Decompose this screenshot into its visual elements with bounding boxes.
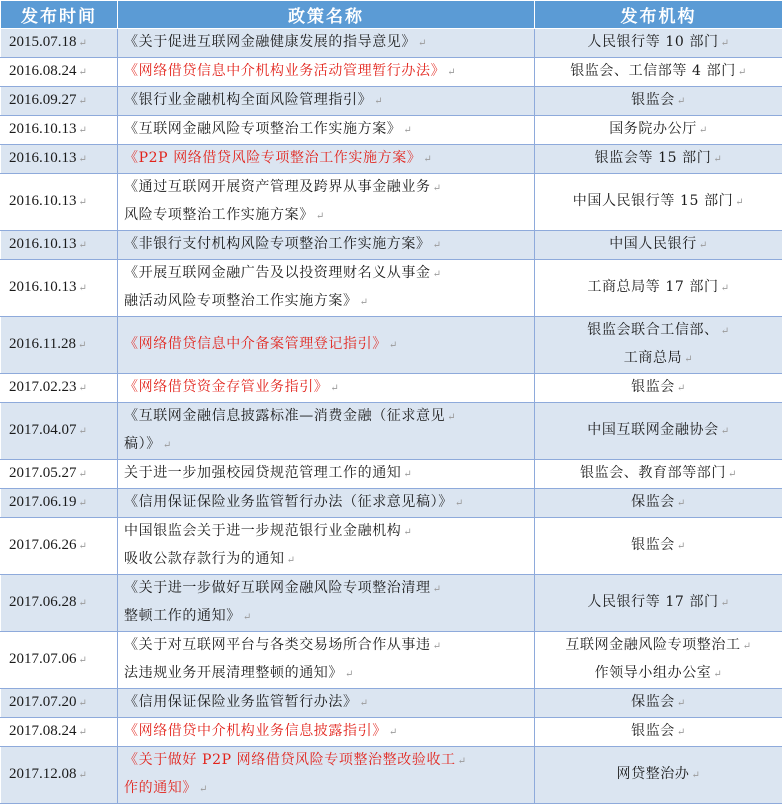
policy-name-line: 《关于做好 P2P 网络借贷风险专项整治整改验收工 ↵: [124, 747, 528, 775]
paragraph-mark-icon: ↵: [684, 354, 693, 365]
paragraph-mark-icon: ↵: [677, 541, 686, 552]
issuer-line: 银监会等 15 部门 ↵: [541, 145, 776, 173]
paragraph-mark-icon: ↵: [447, 412, 456, 423]
cell-date: 2016.09.27 ↵: [1, 87, 118, 116]
issuer-line: 国务院办公厅 ↵: [541, 116, 776, 144]
policy-name-line: 《开展互联网金融广告及以投资理财名义从事金 ↵: [124, 260, 528, 288]
cell-issuer: [535, 317, 782, 374]
cell-policy-name: [118, 575, 535, 632]
cell-issuer: [535, 489, 782, 518]
cell-policy-name: [118, 29, 535, 58]
policy-name-line: 《银行业金融机构全面风险管理指引》 ↵: [124, 87, 528, 115]
issuer-line: 工商总局 ↵: [541, 345, 776, 373]
table-row: [1, 575, 782, 632]
paragraph-mark-icon: ↵: [721, 283, 730, 294]
paragraph-mark-icon: ↵: [677, 698, 686, 709]
cell-date: 2017.06.26 ↵: [1, 518, 118, 575]
paragraph-mark-icon: ↵: [79, 698, 87, 709]
policy-name-line: 《网络借贷信息中介备案管理登记指引》 ↵: [124, 331, 528, 359]
policy-name-line: 《网络借贷信息中介机构业务活动管理暂行办法》 ↵: [124, 58, 528, 86]
cell-policy-name: [118, 632, 535, 689]
policy-name-line: 《非银行支付机构风险专项整治工作实施方案》 ↵: [124, 231, 528, 259]
table-row: [1, 87, 782, 116]
paragraph-mark-icon: ↵: [728, 469, 737, 480]
paragraph-mark-icon: ↵: [287, 555, 296, 566]
paragraph-mark-icon: ↵: [330, 383, 339, 394]
policy-name-line: 《网络借贷资金存管业务指引》 ↵: [124, 374, 528, 402]
table-row: [1, 116, 782, 145]
paragraph-mark-icon: ↵: [423, 154, 432, 165]
cell-policy-name: [118, 317, 535, 374]
issuer-line: 工商总局等 17 部门 ↵: [541, 274, 776, 302]
paragraph-mark-icon: ↵: [79, 770, 87, 781]
table-row: [1, 489, 782, 518]
issuer-line: 银监会 ↵: [541, 718, 776, 746]
paragraph-mark-icon: ↵: [79, 727, 87, 738]
issuer-line: 银监会、教育部等部门 ↵: [541, 460, 776, 488]
policy-name-line: 作的通知》 ↵: [124, 775, 528, 803]
issuer-line: 保监会 ↵: [541, 489, 776, 517]
paragraph-mark-icon: ↵: [79, 383, 87, 394]
table-row: [1, 747, 782, 804]
cell-date: 2017.06.28 ↵: [1, 575, 118, 632]
policy-name-line: 《互联网金融信息披露标准—消费金融（征求意见 ↵: [124, 403, 528, 431]
header-row: [1, 1, 782, 29]
policy-name-line: 《关于促进互联网金融健康发展的指导意见》 ↵: [124, 29, 528, 57]
paragraph-mark-icon: ↵: [433, 240, 442, 251]
policy-name-line: 《信用保证保险业务监管暂行办法》 ↵: [124, 689, 528, 717]
policy-name-line: 关于进一步加强校园贷规范管理工作的通知 ↵: [124, 460, 528, 488]
paragraph-mark-icon: ↵: [721, 38, 730, 49]
issuer-line: 银监会 ↵: [541, 374, 776, 402]
table-row: [1, 718, 782, 747]
cell-policy-name: [118, 689, 535, 718]
paragraph-mark-icon: ↵: [433, 269, 442, 280]
cell-policy-name: [118, 58, 535, 87]
paragraph-mark-icon: ↵: [418, 38, 427, 49]
cell-issuer: [535, 87, 782, 116]
cell-issuer: [535, 718, 782, 747]
cell-issuer: [535, 116, 782, 145]
table-row: [1, 260, 782, 317]
issuer-line: 网贷整治办 ↵: [541, 761, 776, 789]
cell-issuer: [535, 460, 782, 489]
policy-name-line: 《互联网金融风险专项整治工作实施方案》 ↵: [124, 116, 528, 144]
paragraph-mark-icon: ↵: [360, 698, 369, 709]
table-row: [1, 689, 782, 718]
issuer-line: 银监会 ↵: [541, 87, 776, 115]
issuer-line: 作领导小组办公室 ↵: [541, 660, 776, 688]
table-row: [1, 145, 782, 174]
issuer-line: 中国人民银行 ↵: [541, 231, 776, 259]
paragraph-mark-icon: ↵: [433, 641, 442, 652]
table-row: [1, 317, 782, 374]
cell-policy-name: [118, 145, 535, 174]
issuer-line: 保监会 ↵: [541, 689, 776, 717]
paragraph-mark-icon: ↵: [738, 67, 747, 78]
cell-date: 2017.07.20 ↵: [1, 689, 118, 718]
paragraph-mark-icon: ↵: [699, 125, 708, 136]
table-row: [1, 403, 782, 460]
policy-name-line: 吸收公款存款行为的通知 ↵: [124, 546, 528, 574]
issuer-line: 中国人民银行等 15 部门 ↵: [541, 188, 776, 216]
table-row: [1, 174, 782, 231]
issuer-line: 人民银行等 10 部门 ↵: [541, 29, 776, 57]
cell-policy-name: [118, 116, 535, 145]
paragraph-mark-icon: ↵: [79, 38, 87, 49]
paragraph-mark-icon: ↵: [692, 770, 701, 781]
cell-policy-name: [118, 403, 535, 460]
cell-issuer: [535, 29, 782, 58]
table-body: [1, 29, 782, 804]
cell-issuer: [535, 403, 782, 460]
paragraph-mark-icon: ↵: [79, 125, 87, 136]
header-policy-name: 政策名称: [118, 1, 535, 29]
table-row: [1, 632, 782, 689]
paragraph-mark-icon: ↵: [458, 756, 467, 767]
table-row: [1, 29, 782, 58]
issuer-line: 银监会、工信部等 4 部门 ↵: [541, 58, 776, 86]
issuer-line: 中国互联网金融协会 ↵: [541, 417, 776, 445]
cell-date: 2016.11.28 ↵: [1, 317, 118, 374]
cell-date: 2017.02.23 ↵: [1, 374, 118, 403]
table-row: [1, 231, 782, 260]
cell-date: 2016.10.13 ↵: [1, 260, 118, 317]
paragraph-mark-icon: ↵: [677, 727, 686, 738]
cell-date: 2016.10.13 ↵: [1, 116, 118, 145]
cell-issuer: [535, 747, 782, 804]
table-row: [1, 58, 782, 87]
issuer-line: 人民银行等 17 部门 ↵: [541, 589, 776, 617]
cell-issuer: [535, 58, 782, 87]
cell-date: 2016.10.13 ↵: [1, 174, 118, 231]
policy-name-line: 整顿工作的通知》 ↵: [124, 603, 528, 631]
cell-date: 2015.07.18 ↵: [1, 29, 118, 58]
cell-issuer: [535, 260, 782, 317]
paragraph-mark-icon: ↵: [677, 96, 686, 107]
paragraph-mark-icon: ↵: [79, 197, 87, 208]
paragraph-mark-icon: ↵: [677, 498, 686, 509]
table-row: [1, 460, 782, 489]
cell-issuer: [535, 145, 782, 174]
paragraph-mark-icon: ↵: [360, 297, 369, 308]
cell-date: 2017.07.06 ↵: [1, 632, 118, 689]
table-row: [1, 374, 782, 403]
cell-date: 2016.10.13 ↵: [1, 145, 118, 174]
policy-name-line: 《关于对互联网平台与各类交易场所合作从事违 ↵: [124, 632, 528, 660]
header-date: 发布时间: [1, 1, 118, 29]
paragraph-mark-icon: ↵: [79, 240, 87, 251]
policy-name-line: 稿）》 ↵: [124, 431, 528, 459]
policy-name-line: 融活动风险专项整治工作实施方案》 ↵: [124, 288, 528, 316]
policy-name-line: 《通过互联网开展资产管理及跨界从事金融业务 ↵: [124, 174, 528, 202]
paragraph-mark-icon: ↵: [79, 426, 87, 437]
table-row: [1, 518, 782, 575]
paragraph-mark-icon: ↵: [199, 784, 208, 795]
issuer-line: 互联网金融风险专项整治工 ↵: [541, 632, 776, 660]
paragraph-mark-icon: ↵: [79, 598, 87, 609]
paragraph-mark-icon: ↵: [699, 240, 708, 251]
policy-name-line: 《关于进一步做好互联网金融风险专项整治清理 ↵: [124, 575, 528, 603]
paragraph-mark-icon: ↵: [721, 326, 730, 337]
paragraph-mark-icon: ↵: [79, 498, 87, 509]
cell-issuer: [535, 174, 782, 231]
table-header: [1, 1, 782, 29]
paragraph-mark-icon: ↵: [316, 211, 325, 222]
policy-name-line: 风险专项整治工作实施方案》 ↵: [124, 202, 528, 230]
cell-policy-name: [118, 260, 535, 317]
paragraph-mark-icon: ↵: [713, 669, 722, 680]
paragraph-mark-icon: ↵: [79, 469, 87, 480]
policy-name-line: 《P2P 网络借贷风险专项整治工作实施方案》 ↵: [124, 145, 528, 173]
cell-issuer: [535, 231, 782, 260]
policy-name-line: 法违规业务开展清理整顿的通知》 ↵: [124, 660, 528, 688]
cell-issuer: [535, 518, 782, 575]
cell-policy-name: [118, 374, 535, 403]
paragraph-mark-icon: ↵: [79, 655, 87, 666]
paragraph-mark-icon: ↵: [721, 598, 730, 609]
cell-policy-name: [118, 518, 535, 575]
policy-name-line: 中国银监会关于进一步规范银行业金融机构 ↵: [124, 518, 528, 546]
cell-date: 2017.04.07 ↵: [1, 403, 118, 460]
cell-policy-name: [118, 747, 535, 804]
paragraph-mark-icon: ↵: [79, 541, 87, 552]
policy-name-line: 《网络借贷中介机构业务信息披露指引》 ↵: [124, 718, 528, 746]
paragraph-mark-icon: ↵: [403, 527, 412, 538]
cell-policy-name: [118, 231, 535, 260]
cell-issuer: [535, 374, 782, 403]
paragraph-mark-icon: ↵: [78, 340, 86, 351]
cell-date: 2016.10.13 ↵: [1, 231, 118, 260]
cell-policy-name: [118, 87, 535, 116]
cell-policy-name: [118, 489, 535, 518]
paragraph-mark-icon: ↵: [79, 154, 87, 165]
paragraph-mark-icon: ↵: [743, 641, 752, 652]
cell-policy-name: [118, 174, 535, 231]
paragraph-mark-icon: ↵: [433, 183, 442, 194]
paragraph-mark-icon: ↵: [713, 154, 722, 165]
paragraph-mark-icon: ↵: [243, 612, 252, 623]
cell-date: 2016.08.24 ↵: [1, 58, 118, 87]
cell-issuer: [535, 575, 782, 632]
paragraph-mark-icon: ↵: [345, 669, 354, 680]
cell-policy-name: [118, 718, 535, 747]
policy-name-line: 《信用保证保险业务监管暂行办法（征求意见稿）》 ↵: [124, 489, 528, 517]
paragraph-mark-icon: ↵: [163, 440, 172, 451]
paragraph-mark-icon: ↵: [447, 67, 456, 78]
cell-date: 2017.06.19 ↵: [1, 489, 118, 518]
paragraph-mark-icon: ↵: [79, 283, 87, 294]
header-issuer: 发布机构: [535, 1, 782, 29]
paragraph-mark-icon: ↵: [455, 498, 464, 509]
cell-issuer: [535, 632, 782, 689]
paragraph-mark-icon: ↵: [721, 426, 730, 437]
paragraph-mark-icon: ↵: [677, 383, 686, 394]
issuer-line: 银监会 ↵: [541, 532, 776, 560]
issuer-line: 银监会联合工信部、 ↵: [541, 317, 776, 345]
paragraph-mark-icon: ↵: [389, 727, 398, 738]
cell-date: 2017.08.24 ↵: [1, 718, 118, 747]
paragraph-mark-icon: ↵: [433, 584, 442, 595]
cell-date: 2017.05.27 ↵: [1, 460, 118, 489]
cell-issuer: [535, 689, 782, 718]
paragraph-mark-icon: ↵: [735, 197, 744, 208]
cell-date: 2017.12.08 ↵: [1, 747, 118, 804]
paragraph-mark-icon: ↵: [79, 96, 87, 107]
paragraph-mark-icon: ↵: [79, 67, 87, 78]
paragraph-mark-icon: ↵: [403, 469, 412, 480]
paragraph-mark-icon: ↵: [374, 96, 383, 107]
paragraph-mark-icon: ↵: [403, 125, 412, 136]
cell-policy-name: [118, 460, 535, 489]
paragraph-mark-icon: ↵: [389, 340, 398, 351]
